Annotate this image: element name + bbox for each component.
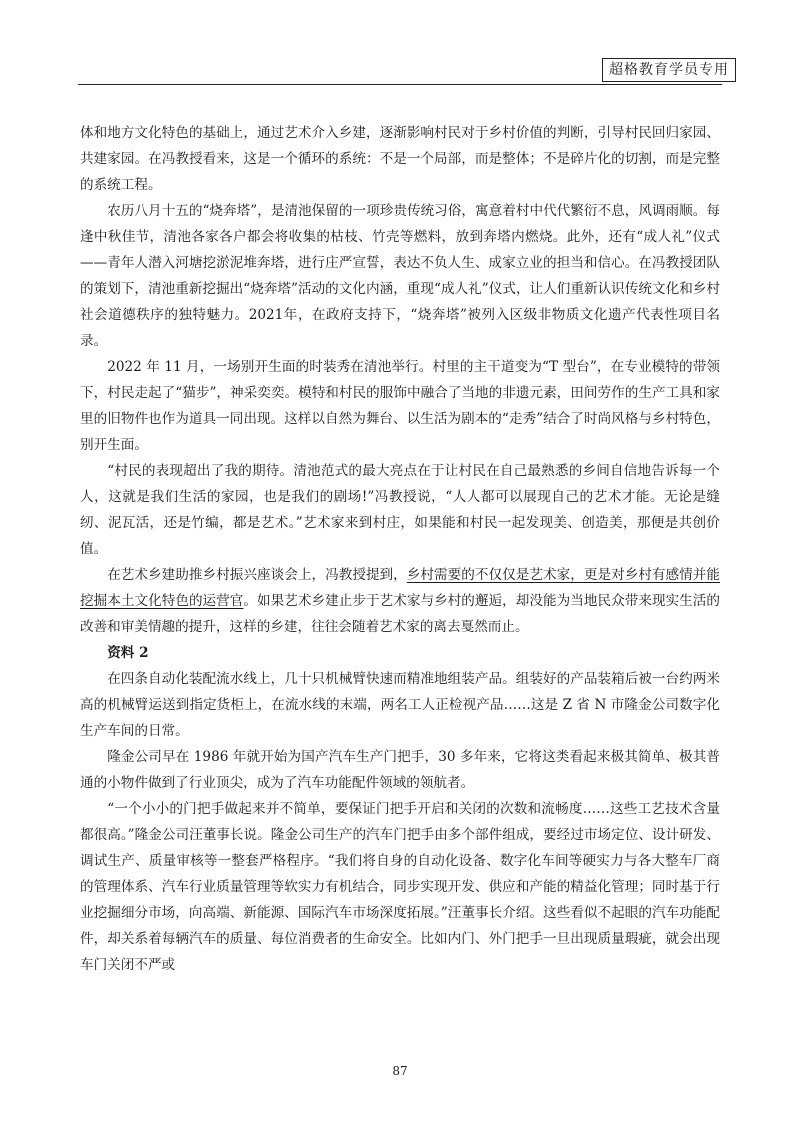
paragraph-4: “村民的表现超出了我的期待。清池范式的最大亮点在于让村民在自己最熟悉的乡间自信地告诉每一个人，这就是我们生活的家园，也是我们的剧场!”冯教授说，“人人都可以展现自己的艺术才能。无论是缝纫、泥瓦活，还是竹编，都是艺术。”艺术家来到村庄，如果能和村民一起发现美、创造美，那便是共创价值。 (80, 463, 720, 557)
paragraph-5-pre: 在艺术乡建助推乡村振兴座谈会上，冯教授提到， (107, 567, 407, 583)
underlined-key-sentence: 乡村需要的不仅仅是艺术家，更是对乡村有感情并能挖掘本土文化特色的运营官 (80, 567, 720, 609)
paragraph-2: 农历八月十五的“烧奔塔”，是清池保留的一项珍贵传统习俗，寓意着村中代代繁衍不息，风调雨顺。每逢中秋佳节，清池各家各户都会将收集的枯枝、竹壳等燃料，放到奔塔内燃烧。此外，还有“成人礼”仪式——青年人潜入河塘挖淤泥堆奔塔，进行庄严宣誓，表达不负人生、成家立业的担当和信心。在冯教授团队的策划下，清池重新挖掘出“烧奔塔”活动的文化内涵，重现“成人礼”仪式，让人们重新认识传统文化和乡村社会道德秩序的独特魅力。2021年，在政府支持下，“烧奔塔”被列入区级非物质文化遗产代表性项目名录。 (80, 203, 720, 349)
paragraph-5-post: 。如果艺术乡建止步于艺术家与乡村的邂逅，却没能为当地民众带来现实生活的改善和审美情趣的提升，这样的乡建，往往会随着艺术家的离去戛然而止。 (80, 593, 721, 635)
paragraph-7: 隆金公司早在 1986 年就开始为国产汽车生产门把手，30 多年来，它将这类看起来极其简单、极其普通的小物件做到了行业顶尖，成为了汽车功能配件领域的领航者。 (80, 749, 720, 791)
document-body (80, 120, 720, 978)
header-divider (78, 84, 722, 85)
paragraph-6: 在四条自动化装配流水线上，几十只机械臂快速而精准地组装产品。组装好的产品装箱后被一台约两米高的机械臂运送到指定货柜上，在流水线的末端，两名工人正检视产品……这是 Z 省 N 市隆金公司数字化生产车间的日常。 (80, 671, 720, 739)
page-number: 87 (392, 1064, 408, 1078)
paragraph-1: 体和地方文化特色的基础上，通过艺术介入乡建，逐渐影响村民对于乡村价值的判断，引导村民回归家园、共建家园。在冯教授看来，这是一个循环的系统：不是一个局部，而是整体；不是碎片化的切割，而是完整的系统工程。 (80, 125, 720, 193)
paragraph-3: 2022 年 11 月，一场别开生面的时装秀在清池举行。村里的主干道变为“T 型台”，在专业模特的带领下，村民走起了“猫步”，神采奕奕。模特和村民的服饰中融合了当地的非遗元素，田间劳作的生产工具和家里的旧物件也作为道具一同出现。这样以自然为舞台、以生活为剧本的“走秀”结合了时尚风格与乡村特色，别开生面。 (80, 359, 720, 453)
paragraph-5 (80, 562, 720, 640)
header-label: 超格教育学员专用 (602, 58, 736, 82)
section-heading-material-2: 资料 2 (107, 645, 149, 661)
paragraph-8: “一个小小的门把手做起来并不简单，要保证门把手开启和关闭的次数和流畅度……这些工艺技术含量都很高。”隆金公司汪董事长说。隆金公司生产的汽车门把手由多个部件组成，要经过市场定位、设计研发、调试生产、质量审核等一整套严格程序。“我们将自身的自动化设备、数字化车间等硬实力与各大整车厂商的管理体系、汽车行业质量管理等软实力有机结合，同步实现开发、供应和产能的精益化管理；同时基于行业挖掘细分市场，向高端、新能源、国际汽车市场深度拓展。”汪董事长介绍。这些看似不起眼的汽车功能配件，却关系着每辆汽车的质量、每位消费者的生命安全。比如内门、外门把手一旦出现质量瑕疵，就会出现车门关闭不严或 (80, 801, 720, 973)
